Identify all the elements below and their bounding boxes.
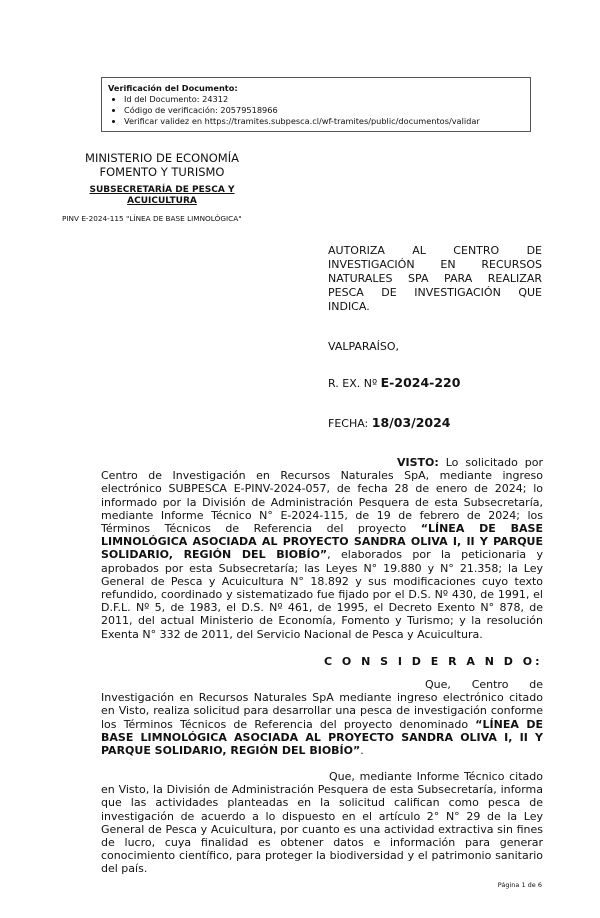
subsecretaria-name: SUBSECRETARÍA DE PESCA Y ACUICULTURA [89, 185, 235, 206]
page-number: Página 1 de 6 [497, 881, 542, 889]
place: VALPARAÍSO, [328, 340, 400, 353]
project-name: “LÍNEA DE BASE LIMNOLÓGICA ASOCIADA AL PROYECTO SANDRA OLIVA I, II Y PARQUE SOLIDARIO, REGIÓN DEL BIOBÍO” [101, 522, 543, 562]
resolution-summary: AUTORIZA AL CENTRO DE INVESTIGACIÓN EN RECURSOS NATURALES SPA PARA REALIZAR PESCA DE INVESTIGACIÓN QUE INDICA. [328, 244, 542, 313]
verification-list [108, 94, 524, 127]
verification-code: • Código de verificación: 20579518966 [124, 105, 524, 116]
considerando-paragraph-2: Que, mediante Informe Técnico citado en Visto, la División de Administración Pesquera de esta Subsecretaría, informa que las actividades planteadas en la solicitud califican como pesca de investigación de acuerdo a lo dispuesto en el artículo 2° N° 29 de la Ley General de Pesca y Acuicultura, por cuanto es una actividad extractiva sin fines de lucro, cuya finalidad es obtener datos e información para generar conocimiento científico, para proteger la biodiversidad y el patrimonio sanitario del país. [101, 770, 543, 876]
considerando-paragraph-1: Que, Centro de Investigación en Recursos Naturales SpA mediante ingreso electrónico citado en Visto, realiza solicitud para desarrollar una pesca de investigación conforme los Términos Técnicos de Referencia del proyecto denominado “LÍNEA DE BASE LIMNOLÓGICA ASOCIADA AL PROYECTO SANDRA OLIVA I, II Y PARQUE SOLIDARIO, REGIÓN DEL BIOBÍO”. [101, 678, 543, 758]
resolution-number: R. EX. Nº E-2024-220 [328, 375, 461, 390]
considerando-heading: C O N S I D E R A N D O: [324, 655, 543, 668]
ministry-name: MINISTERIO DE ECONOMÍA FOMENTO Y TURISMO [85, 151, 239, 179]
verification-title: Verificación del Documento: [108, 83, 238, 93]
visto-paragraph: VISTO: Lo solicitado por Centro de Investigación en Recursos Naturales SpA, mediante ingreso electrónico SUBPESCA E-PINV-2024-057, de fecha 28 de enero de 2024; lo informado por la División de Administración Pesquera de esta Subsecretaría, mediante Informe Técnico N° E-2024-115, de 19 de febrero de 2024; los Términos Técnicos de Referencia del proyecto “LÍNEA DE BASE LIMNOLÓGICA ASOCIADA AL PROYECTO SANDRA OLIVA I, II Y PARQUE SOLIDARIO, REGIÓN DEL BIOBÍO”, elaborados por la peticionaria y aprobados por esta Subsecretaría; las Leyes N° 19.880 y N° 21.358; la Ley General de Pesca y Acuicultura N° 18.892 y sus modificaciones cuyo texto refundido, coordinado y sistematizado fue fijado por el D.S. Nº 430, de 1991, el D.F.L. Nº 5, de 1983, el D.S. Nº 461, de 1995, el Decreto Exento N° 878, de 2011, del actual Ministerio de Economía, Fomento y Turismo; y la resolución Exenta N° 332 de 2011, del Servicio Nacional de Pesca y Acuicultura. [101, 456, 543, 641]
visto-label: VISTO: [397, 456, 439, 469]
resolution-date: FECHA: 18/03/2024 [328, 415, 451, 430]
verification-id: • Id del Documento: 24312 [124, 94, 524, 105]
verification-box [101, 77, 531, 132]
project-name: “LÍNEA DE BASE LIMNOLÓGICA ASOCIADA AL PROYECTO SANDRA OLIVA I, II Y PARQUE SOLIDARIO, REGIÓN DEL BIOBÍO” [101, 717, 543, 758]
pinv-reference: PINV E-2024-115 "LÍNEA DE BASE LIMNOLÓGICA" [62, 214, 242, 223]
verification-url[interactable]: • Verificar validez en https://tramites.subpesca.cl/wf-tramites/public/documentos/validar [124, 116, 524, 127]
